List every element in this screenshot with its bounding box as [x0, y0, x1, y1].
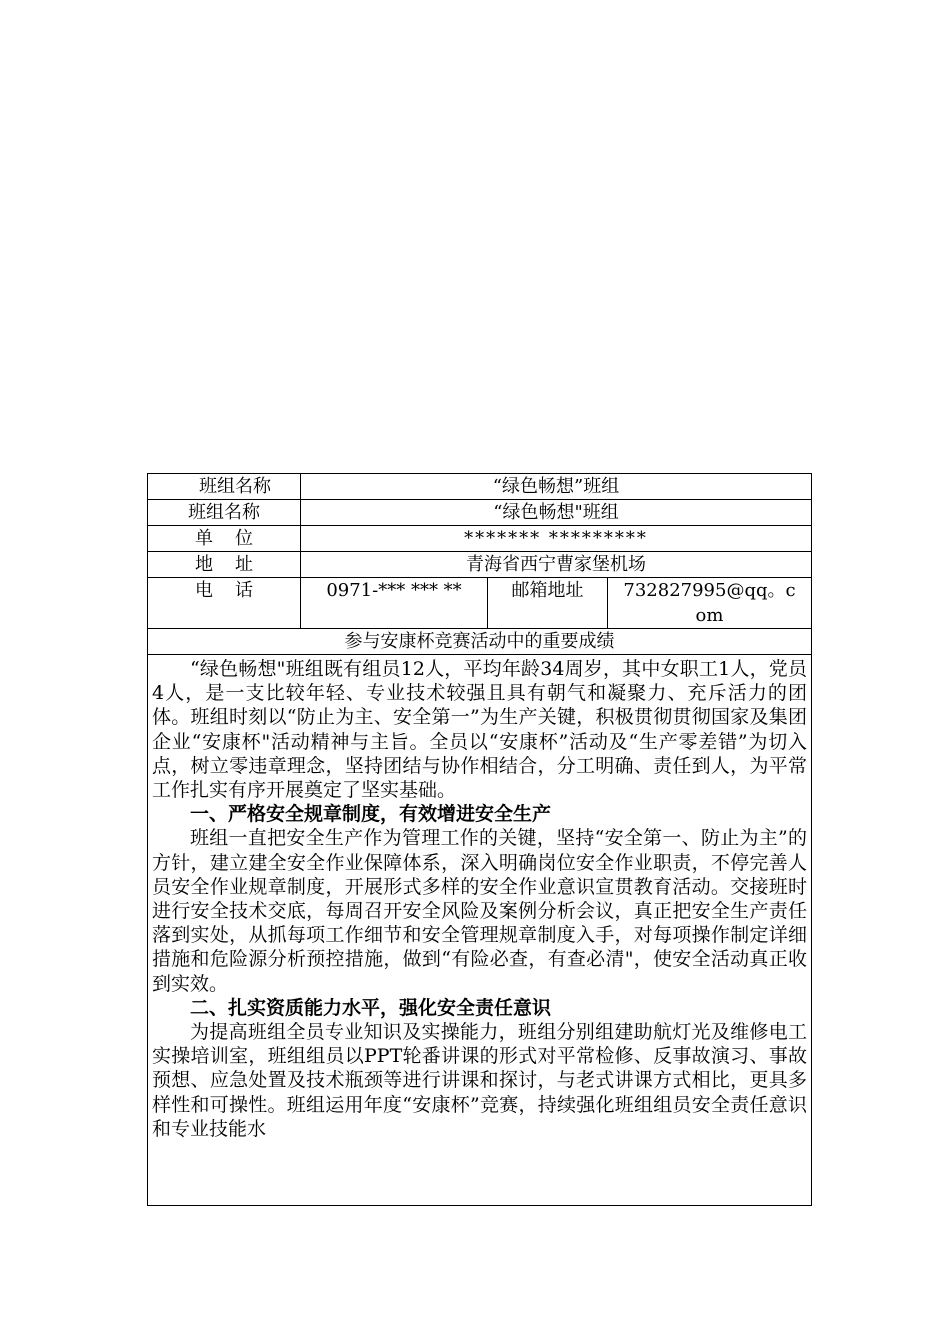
- team-name-label: 班组名称: [148, 474, 301, 500]
- team-name-value: “绿色畅想”班组: [301, 474, 812, 500]
- phone-label: 电话: [148, 578, 301, 629]
- phone-value: 0971-*** *** **: [301, 578, 488, 629]
- form-row-section-title: [148, 629, 812, 655]
- team-info-form: [147, 473, 812, 1206]
- form-row-contact: [148, 578, 812, 629]
- form-row-team-name-2: [148, 500, 812, 526]
- team-name-label-2: 班组名称: [148, 500, 301, 526]
- address-value: 青海省西宁曹家堡机场: [301, 552, 812, 578]
- unit-label: 单位: [148, 526, 301, 552]
- intro-paragraph: “绿色畅想"班组既有组员12人，平均年龄34周岁，其中女职工1人，党员4人，是一支比较年轻、专业技术较强且具有朝气和凝聚力、充斥活力的团体。班组时刻以“防止为主、安全第一”为生产关键，积极贯彻贯彻国家及集团企业“安康杯"活动精神与主旨。全员以“安康杯”活动及“生产零差错”为切入点，树立零违章理念，坚持团结与协作相结合，分工明确、责任到人，为平常工作扎实有序开展奠定了坚实基础。: [152, 658, 807, 802]
- section-heading-2: 二、扎实资质能力水平，强化安全责任意识: [190, 996, 552, 1019]
- team-name-value-2: “绿色畅想"班组: [301, 500, 812, 526]
- email-label: 邮箱地址: [488, 578, 608, 629]
- form-row-unit: [148, 526, 812, 552]
- unit-value: ******* *********: [301, 526, 812, 552]
- section-title: 参与安康杯竞赛活动中的重要成绩: [148, 629, 812, 655]
- paragraph-1: 班组一直把安全生产作为管理工作的关键，坚持“安全第一、防止为主”的方针，建立建全安全作业保障体系，深入明确岗位安全作业职责，不停完善人员安全作业规章制度，开展形式多样的安全作业意识宣贯教育活动。交接班时进行安全技术交底，每周召开安全风险及案例分析会议，真正把安全生产责任落到实处，从抓每项工作细节和安全管理规章制度入手，对每项操作制定详细措施和危险源分析预控措施，做到“有险必查，有查必清"，使安全活动真正收到实效。: [152, 827, 807, 995]
- form-row-address: [148, 552, 812, 578]
- content-cell: [148, 655, 812, 1206]
- form-row-content: [148, 655, 812, 1206]
- email-value: 732827995@qq。com: [608, 578, 812, 629]
- paragraph-2: 为提高班组全员专业知识及实操能力，班组分别组建助航灯光及维修电工实操培训室，班组组员以PPT轮番讲课的形式对平常检修、反事故演习、事故预想、应急处置及技术瓶颈等进行讲课和探讨，与老式讲课方式相比，更具多样性和可操性。班组运用年度“安康杯”竞赛，持续强化班组组员安全责任意识和专业技能水: [152, 1021, 807, 1140]
- section-heading-1: 一、严格安全规章制度，有效增进安全生产: [190, 803, 552, 826]
- address-label: 地址: [148, 552, 301, 578]
- form-row-team-name: [148, 474, 812, 500]
